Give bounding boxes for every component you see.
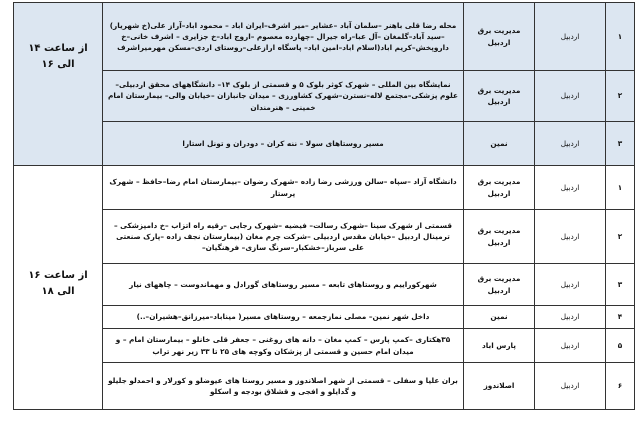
city-cell: اردبیل bbox=[535, 306, 606, 329]
row-number: ۳ bbox=[606, 264, 635, 306]
row-number: ۱ bbox=[606, 3, 635, 71]
city-cell: اردبیل bbox=[535, 122, 606, 166]
company-cell: نمین bbox=[464, 122, 535, 166]
areas-cell: قسمتی از شهرک سینا –شهرک رسالت– فیضیه –شهرک رجایی –رقیه راه اتزاب –خ دامپزشکی –ترمینال اردبیل –خیابان مقدس اردبیلی –شرکت چرم مغان (بیمارستان نجف زاده –پارک صنعتی علی سرباز–خشکبار–سرنگ سازی– فرهنگیان– bbox=[103, 210, 464, 264]
city-cell: اردبیل bbox=[535, 329, 606, 363]
areas-cell: شهرکوراییم و روستاهای تابعه – مسیر روستاهای گورادل و مهماندوست – چاههای نیار bbox=[103, 264, 464, 306]
table-row bbox=[14, 329, 635, 363]
row-number: ۶ bbox=[606, 363, 635, 410]
city-cell: اردبیل bbox=[535, 71, 606, 122]
company-cell: مدیریت برق اردبیل bbox=[464, 3, 535, 71]
company-cell: پارس اباد bbox=[464, 329, 535, 363]
time-slot-cell: از ساعت ۱۴ الی ۱۶ bbox=[14, 3, 103, 166]
city-cell: اردبیل bbox=[535, 166, 606, 210]
areas-cell: ۳۵هکتاری –کمپ پارس – کمپ مغان – دانه های روغنی – جعفر قلی خانلو – بیمارستان امام – و میدان امام حسین و قسمتی از پزشکان وکوچه های ۲۵ تا ۳۳ زیر نهر تراب bbox=[103, 329, 464, 363]
company-cell: مدیریت برق اردبیل bbox=[464, 210, 535, 264]
areas-cell: دانشگاه آزاد –سپاه –سالن ورزشی رضا زاده –شهرک رضوان –بیمارستان امام رضا–حافظ – شهرک پرستار bbox=[103, 166, 464, 210]
areas-cell: داخل شهر نمین– مصلی نمازجمعه – روستاهای مسیر( میناباد–میرزانق–هشیران–..) bbox=[103, 306, 464, 329]
company-cell: نمین bbox=[464, 306, 535, 329]
areas-cell: نمایشگاه بین المللی – شهرک کوثر بلوک ۵ و قسمتی از بلوک ۱۴– دانشگاههای محقق اردبیلی–علوم پزشکی–مجتمع لاله–نسترن–شهرک کشاورزی – میدان جانبازان –خیابان والی– بیمارستان امام خمینی – هنرمندان bbox=[103, 71, 464, 122]
areas-cell: بران علیا و سفلی – قسمتی از شهر اصلاندوز و مسیر روستا های عیوضلو و کورلار و احمدلو جلیلو و گدایلو و افجی و قشلاق بودجه و اسکلو bbox=[103, 363, 464, 410]
table-row bbox=[14, 71, 635, 122]
row-number: ۲ bbox=[606, 210, 635, 264]
table-row bbox=[14, 264, 635, 306]
areas-cell: مسیر روستاهای سولا – ننه کران – دودران و تونل استارا bbox=[103, 122, 464, 166]
table-row bbox=[14, 166, 635, 210]
row-number: ۳ bbox=[606, 122, 635, 166]
table-row bbox=[14, 363, 635, 410]
table-row bbox=[14, 306, 635, 329]
time-slot-cell: از ساعت ۱۶ الی ۱۸ bbox=[14, 166, 103, 410]
outage-schedule-table bbox=[13, 2, 635, 410]
city-cell: اردبیل bbox=[535, 363, 606, 410]
table-row bbox=[14, 122, 635, 166]
row-number: ۵ bbox=[606, 329, 635, 363]
company-cell: اصلاندوز bbox=[464, 363, 535, 410]
row-number: ۱ bbox=[606, 166, 635, 210]
table-row bbox=[14, 3, 635, 71]
city-cell: اردبیل bbox=[535, 210, 606, 264]
table-row bbox=[14, 210, 635, 264]
city-cell: اردبیل bbox=[535, 3, 606, 71]
company-cell: مدیریت برق اردبیل bbox=[464, 264, 535, 306]
row-number: ۲ bbox=[606, 71, 635, 122]
areas-cell: محله رضا قلی باهنر –سلمان آباد –عشایر –میر اشرف–ایران اباد – محمود اباد–آراز علی(خ شهریار) –سید آباد–گلمغان –آل عبا–راه جیرال –چهارده معصوم –اروج اباد–خ جزایری – اشرف خانی–خ داروپخش–کریم اباد(اسلام اباد–امین اباد– پاسگاه ارازعلی–روستای اردی–مسکن مهرمیراشرف bbox=[103, 3, 464, 71]
row-number: ۴ bbox=[606, 306, 635, 329]
city-cell: اردبیل bbox=[535, 264, 606, 306]
company-cell: مدیریت برق اردبیل bbox=[464, 71, 535, 122]
company-cell: مدیریت برق اردبیل bbox=[464, 166, 535, 210]
